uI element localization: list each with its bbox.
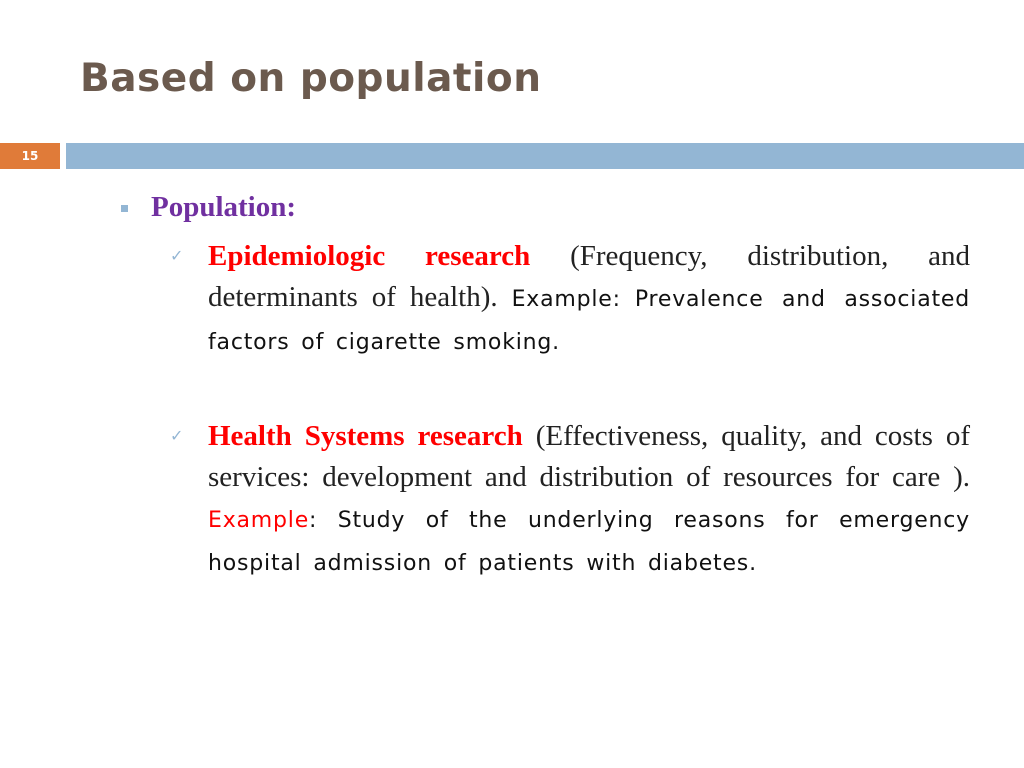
example-text: Prevalence and associated factors of cigarette smoking.	[208, 287, 971, 355]
bullet-population	[118, 188, 968, 226]
example-label: Example	[208, 508, 310, 533]
example-text: : Study of the underlying reasons for emergency hospital admission of patients with diabetes.	[208, 508, 970, 576]
description-health-systems: (Effectiveness, quality, and costs of services: development and distribution of resources for care ).	[208, 420, 971, 493]
checkmark-icon: ✓	[170, 426, 184, 445]
checkmark-icon: ✓	[170, 246, 184, 265]
header-divider-bar	[66, 143, 1024, 169]
slide-number: 15	[0, 143, 60, 169]
list-item-epidemiologic	[170, 236, 970, 363]
square-bullet-icon	[121, 205, 128, 212]
term-health-systems: Health Systems research	[208, 420, 523, 452]
population-heading: Population:	[151, 191, 297, 223]
item-body	[208, 416, 970, 584]
item-body	[208, 236, 970, 363]
slide-title: Based on population	[80, 56, 542, 101]
description-epidemiologic: (Frequency, distribution, and determinants of health).	[208, 240, 971, 313]
example-label: Example:	[511, 287, 621, 312]
list-item-health-systems	[170, 416, 970, 584]
term-epidemiologic: Epidemiologic research	[208, 240, 531, 272]
